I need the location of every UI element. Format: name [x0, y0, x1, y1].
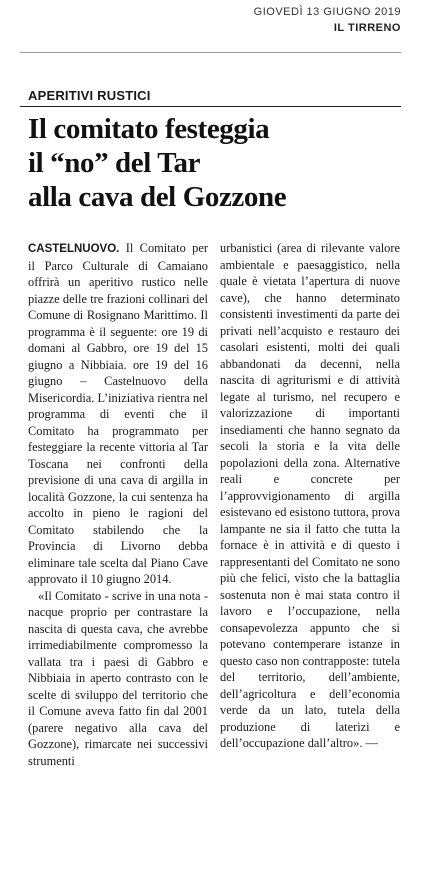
article-headline [28, 112, 409, 214]
article-kicker: APERITIVI RUSTICI [28, 88, 151, 103]
article-column-1 [28, 240, 208, 868]
paragraph-2: «Il Comitato - scrive in una nota - nacque proprio per contrastare la nascita di questa cava, che avrebbe irrimediabilmente compromesso la vallata tra i paesi di Gabbro e Nibbiaia in aperto contrasto con le scelte di sviluppo del territorio che il Comune aveva fatto fin dal 2001 (parere negativo alla cava del Gozzone), rimarcate nei successivi strumenti [28, 588, 208, 768]
article-column-2 [220, 240, 400, 868]
article-body [28, 240, 400, 868]
newspaper-name: IL TIRRENO [333, 22, 401, 34]
dateline: CASTELNUOVO. [28, 243, 120, 255]
page-header [254, 6, 401, 34]
paragraph-1 [28, 240, 208, 588]
header-divider [20, 52, 401, 53]
headline-line-2: il “no” del Tar [28, 147, 201, 179]
issue-date: GIOVEDÌ 13 GIUGNO 2019 [253, 6, 401, 18]
paragraph-1-text: Il Comitato per il Parco Culturale di Camaiano offrirà un aperitivo rustico nelle piazze delle tre frazioni collinari del Comune di Rosignano Marittimo. Il programma è il seguente: ore 19 di domani al Gabbro, ore 19 del 15 giugno a Nibbiaia. ore 19 del 16 giugno – Castelnuovo della Misericordia. L’iniziativa rientra nel programma di eventi che il Comitato ha programmato per festeggiare la recente vittoria al Tar Toscana nei confronti della previsione di una cava di argilla in località Gozzone, la cui sentenza ha accolto in pieno le ragioni del Comitato stabilendo che la Provincia di Livorno debba eliminare tale scelta dal Piano Cave approvato il 10 giugno 2014. [28, 241, 208, 586]
headline-line-1: Il comitato festeggia [28, 113, 270, 145]
paragraph-2-continued: urbanistici (area di rilevante valore ambientale e paesaggistico, nella quale è vietata l’apertura di nuove cave), che hanno determinato consistenti investimenti da parte dei privati nell’acquisto e restauro dei casolari esistenti, molti dei quali abbandonati da decenni, nella nascita di agriturismi e di attività legate al turismo, nel recupero e valorizzazione di importanti insediamenti che hanno segnato da secoli la storia e la vita delle popolazioni della zona. Alternative reali e concrete per l’approvvigionamento di argilla esistevano ed esistono tuttora, prova lampante ne sia il fatto che tutta la fornace è in attività e di questo i rappresentanti del Comitato ne sono più che felici, visto che la battaglia sostenuta non è mai stata contro il lavoro e l’occupazione, nella consapevolezza appunto che si potevano contemperare istanze in questo caso non contrapposte: tutela del territorio, dell’ambiente, dell’agricoltura e dell’economia verde da un lato, tutela della produzione di laterizi e dell’occupazione dall’altro». — [220, 241, 400, 750]
kicker-divider [20, 106, 401, 107]
headline-line-3: alla cava del Gozzone [28, 181, 287, 213]
